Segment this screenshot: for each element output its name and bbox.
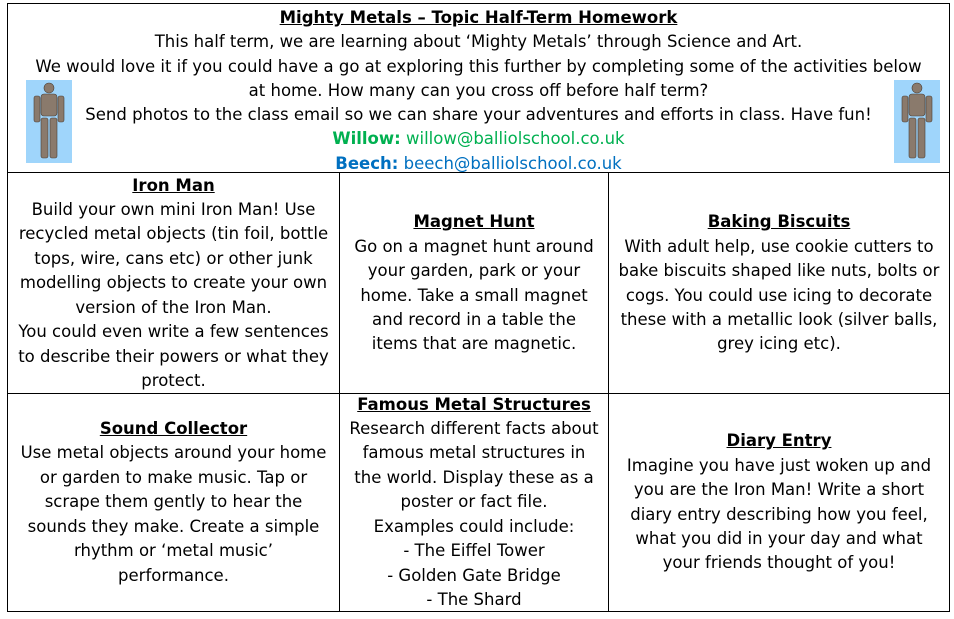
activity-iron-man: [8, 174, 339, 393]
activity-text: Go on a magnet hunt around your garden, park or your home. Take a small magnet and record in a table the items that are magnetic.: [354, 236, 594, 354]
example-item: - Golden Gate Bridge: [387, 565, 561, 585]
beech-label: Beech:: [335, 153, 399, 173]
intro-line: This half term, we are learning about ‘Mighty Metals’ through Science and Art.: [154, 32, 803, 52]
intro-line: We would love it if you could have a go at exploring this further by completing some of the activities below at home. How many can you cross off before half term?: [35, 56, 922, 100]
activity-baking-biscuits: [609, 174, 949, 393]
activity-title: Diary Entry: [726, 431, 832, 451]
intro-line: Send photos to the class email so we can share your adventures and efforts in class. Have fun!: [85, 105, 872, 125]
page-title: Mighty Metals – Topic Half-Term Homework: [279, 8, 678, 27]
iron-man-image-left: [26, 80, 72, 163]
header-section: [8, 4, 949, 173]
activity-text: Imagine you have just woken up and you are the Iron Man! Write a short diary entry describing how you feel, what you did in your day and what your friends thought of you!: [626, 455, 932, 573]
activity-title: Iron Man: [132, 175, 215, 195]
activity-text: Examples could include:: [373, 516, 575, 536]
willow-label: Willow:: [332, 129, 401, 149]
beech-email-line: [8, 152, 949, 176]
beech-email[interactable]: beech@balliolschool.co.uk: [403, 153, 622, 173]
activity-magnet-hunt: [340, 174, 608, 393]
activity-title: Baking Biscuits: [707, 212, 851, 232]
activity-title: Magnet Hunt: [413, 212, 535, 232]
willow-email[interactable]: willow@balliolschool.co.uk: [405, 129, 625, 149]
willow-email-line: [8, 127, 949, 151]
iron-man-image-right: [894, 80, 940, 163]
activity-title: Sound Collector: [99, 419, 248, 439]
activity-diary-entry: [609, 394, 949, 611]
example-item: - The Eiffel Tower: [403, 541, 545, 561]
activity-text: Use metal objects around your home or garden to make music. Tap or scrape them gently to hear the sounds they make. Create a simple rhythm or ‘metal music’ performance.: [20, 443, 327, 585]
activity-famous-metal-structures: [340, 394, 608, 611]
example-item: - The Shard: [426, 589, 522, 609]
activity-text: You could even write a few sentences to describe their powers or what they protect.: [18, 322, 329, 390]
activity-text: Research different facts about famous metal structures in the world. Display these as a poster or fact file.: [349, 419, 599, 512]
activity-text: Build your own mini Iron Man! Use recycled metal objects (tin foil, bottle tops, wire, cans etc) or other junk modelling objects to create your own version of the Iron Man.: [18, 200, 329, 317]
activity-text: With adult help, use cookie cutters to bake biscuits shaped like nuts, bolts or cogs. You could use icing to decorate these with a metallic look (silver balls, grey icing etc).: [618, 236, 940, 354]
activity-title: Famous Metal Structures: [357, 394, 591, 414]
homework-grid: [7, 3, 950, 612]
activity-sound-collector: [8, 394, 339, 611]
